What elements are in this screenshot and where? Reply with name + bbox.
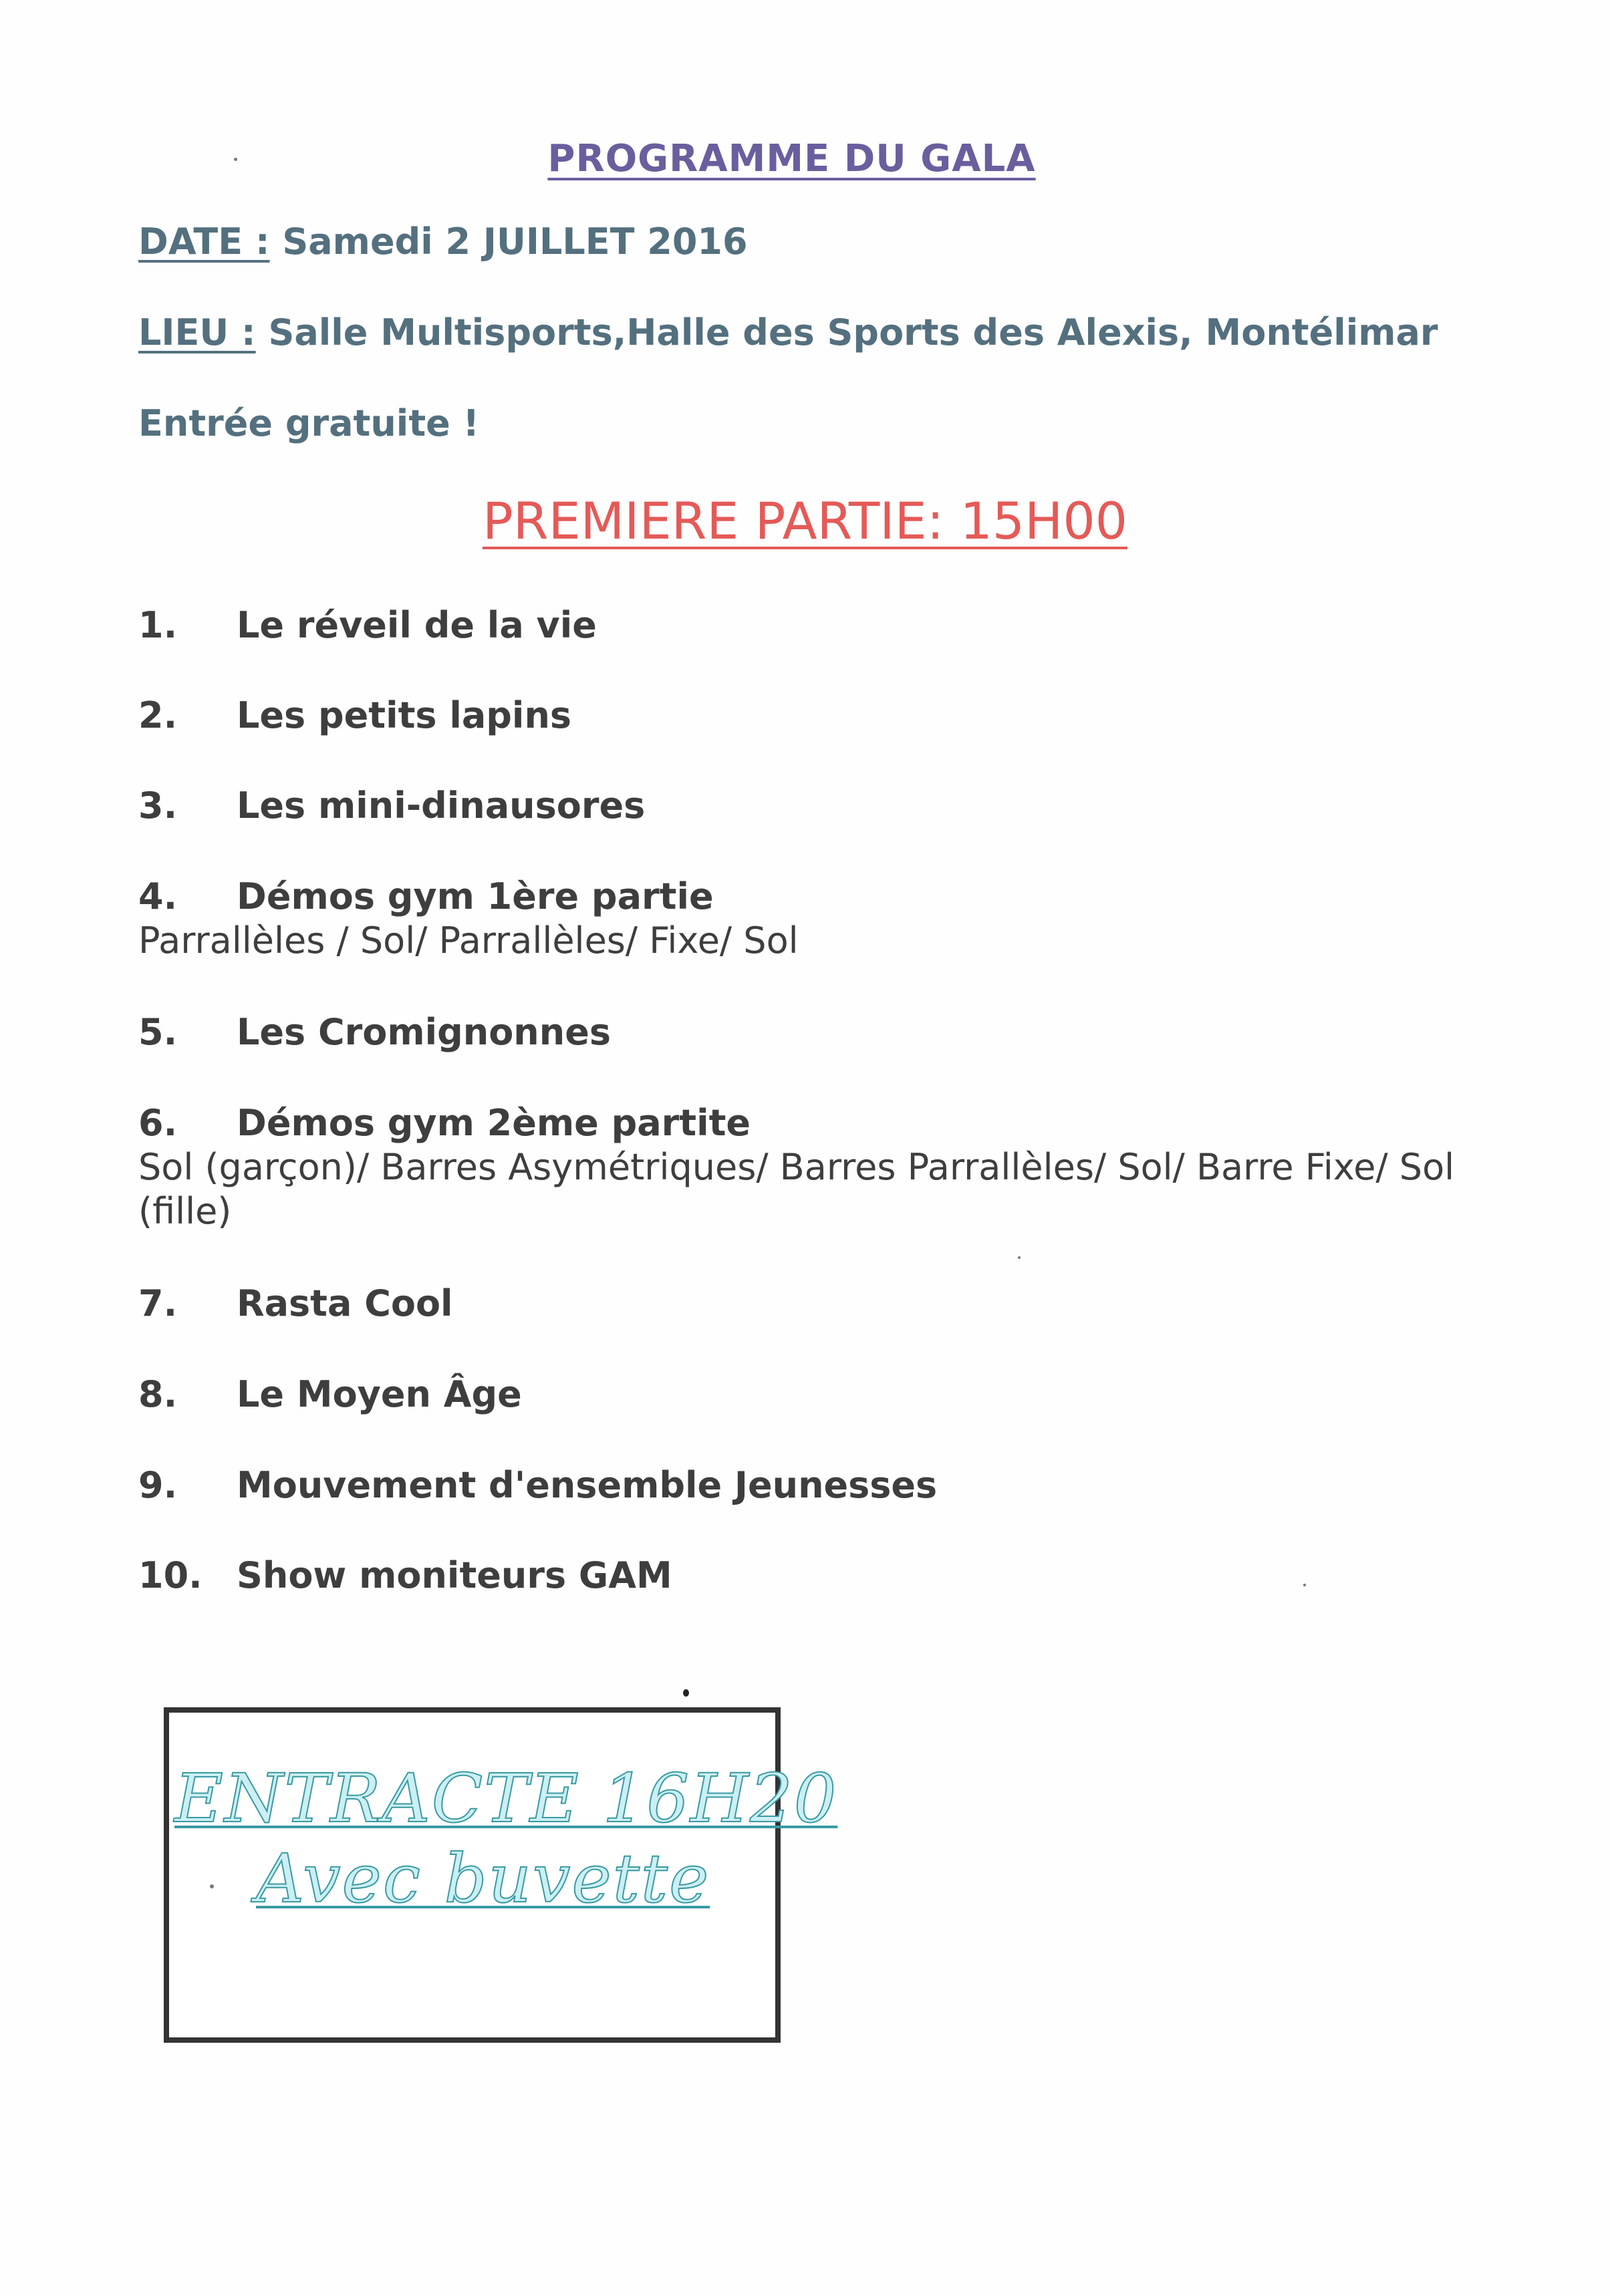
program-item xyxy=(138,694,1475,738)
item-number: 6. xyxy=(138,1102,178,1144)
item-label: Les petits lapins xyxy=(237,694,572,736)
program-item xyxy=(138,875,1475,963)
part-heading: PREMIERE PARTIE: 15H00 xyxy=(482,491,1128,551)
intermission-title: ENTRACTE 16H20 xyxy=(174,1759,838,1838)
program-item xyxy=(138,1554,1475,1598)
program-item xyxy=(138,1101,1475,1234)
item-label: Le réveil de la vie xyxy=(237,604,597,646)
item-number: 10. xyxy=(138,1554,203,1596)
entry-note: Entrée gratuite ! xyxy=(138,402,480,444)
program-item xyxy=(138,784,1475,828)
item-label: Démos gym 2ème partite xyxy=(237,1102,751,1144)
item-number: 1. xyxy=(138,604,178,646)
scan-speck xyxy=(1018,1256,1021,1259)
item-detail: Sol (garçon)/ Barres Asymétriques/ Barres Parrallèles/ Sol/ Barre Fixe/ Sol (fille) xyxy=(138,1146,1455,1232)
scan-speck xyxy=(1303,1584,1306,1586)
item-number: 8. xyxy=(138,1373,178,1415)
item-number: 3. xyxy=(138,784,178,827)
item-detail: Parrallèles / Sol/ Parrallèles/ Fixe/ Sol xyxy=(138,919,799,962)
intermission-subtitle: Avec buvette xyxy=(256,1840,710,1918)
item-label: Show moniteurs GAM xyxy=(237,1554,672,1596)
program-item xyxy=(138,1373,1475,1417)
item-number: 7. xyxy=(138,1282,178,1324)
item-number: 4. xyxy=(138,875,178,917)
scan-speck xyxy=(683,1689,689,1697)
date-value: Samedi 2 JUILLET 2016 xyxy=(269,221,748,263)
item-number: 2. xyxy=(138,694,178,736)
item-label: Mouvement d'ensemble Jeunesses xyxy=(237,1464,938,1506)
item-label: Le Moyen Âge xyxy=(237,1373,522,1415)
program-item xyxy=(138,1282,1475,1326)
item-label: Les mini-dinausores xyxy=(237,784,646,827)
venue-value: Salle Multisports,Halle des Sports des Alexis, Montélimar xyxy=(255,311,1438,353)
intermission-box xyxy=(164,1707,838,2043)
venue-label: LIEU : xyxy=(138,311,256,353)
item-label: Rasta Cool xyxy=(237,1282,453,1324)
program-item xyxy=(138,1463,1475,1508)
program-item xyxy=(138,603,1475,648)
item-label: Les Cromignonnes xyxy=(237,1011,611,1053)
page-title: PROGRAMME DU GALA xyxy=(547,137,1036,180)
date-label: DATE : xyxy=(138,221,270,263)
item-label: Démos gym 1ère partie xyxy=(237,875,714,917)
item-number: 9. xyxy=(138,1464,178,1506)
item-number: 5. xyxy=(138,1011,178,1053)
scan-speck xyxy=(234,158,237,161)
scan-speck xyxy=(210,1884,214,1888)
program-item xyxy=(138,1010,1475,1054)
